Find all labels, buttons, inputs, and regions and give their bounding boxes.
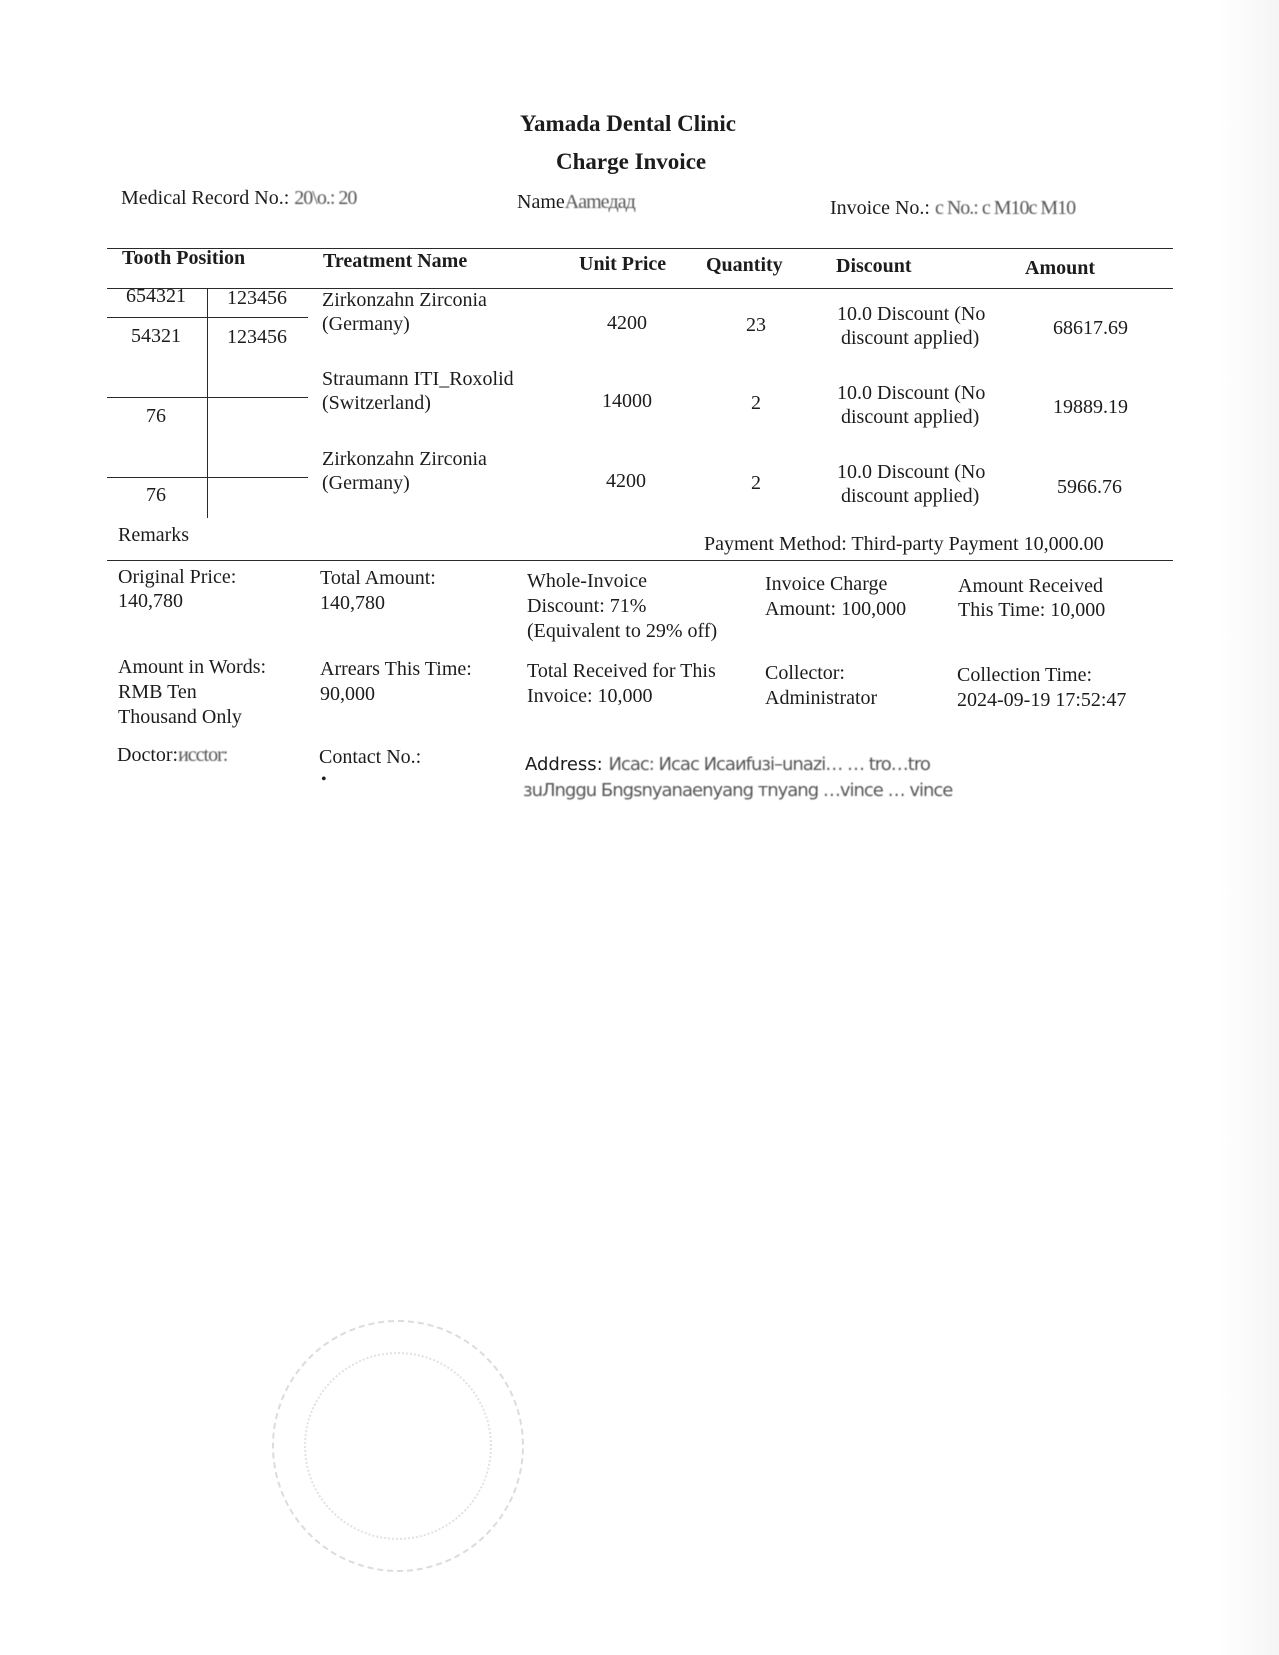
original-price: Original Price: xyxy=(118,566,237,588)
doctor-value: исctor: xyxy=(178,744,228,766)
arrears: Arrears This Time: xyxy=(320,658,472,680)
total-received: Total Received for This xyxy=(527,660,716,682)
discount: 10.0 Discount (No xyxy=(837,382,986,404)
quantity: 23 xyxy=(746,314,766,336)
amount: 5966.76 xyxy=(1057,476,1122,498)
discount: 10.0 Discount (No xyxy=(837,461,986,483)
address-label: Address: xyxy=(525,754,603,775)
medical-record-field xyxy=(121,186,356,211)
header-treatment-name: Treatment Name xyxy=(323,250,468,272)
unit-price: 14000 xyxy=(602,390,652,412)
arrears-value: 90,000 xyxy=(320,683,375,705)
header-quantity: Quantity xyxy=(706,254,783,276)
collection-time: Collection Time: xyxy=(957,664,1093,686)
total-received: Invoice: 10,000 xyxy=(527,685,653,707)
treatment-name: (Switzerland) xyxy=(322,392,431,414)
invoice-title: Charge Invoice xyxy=(556,149,707,174)
doctor-label: Doctor: xyxy=(117,744,179,766)
invoice-no-value: с No.: с M10с M10 xyxy=(934,197,1076,219)
payment-method: Payment Method: Third-party Payment 10,000.00 xyxy=(704,533,1104,555)
treatment-name: (Germany) xyxy=(322,472,410,494)
contact-label: Contact No.: xyxy=(319,746,422,768)
tooth-cell: 654321 xyxy=(126,285,186,307)
total-amount: Total Amount: xyxy=(320,567,436,589)
faded-seal-stamp xyxy=(272,1320,524,1572)
collection-time-value: 2024-09-19 17:52:47 xyxy=(957,689,1127,711)
tooth-cell: 54321 xyxy=(131,325,181,347)
medical-record-value: 20\o.: 20 xyxy=(294,187,357,209)
tooth-divider-vertical xyxy=(207,288,208,518)
contact-value: • xyxy=(321,771,327,788)
treatment-name: Straumann ITI_Roxolid xyxy=(322,368,514,390)
header-discount: Discount xyxy=(836,255,912,277)
original-price-value: 140,780 xyxy=(118,590,183,612)
scan-edge-shadow xyxy=(1219,0,1279,1655)
tooth-cell: 123456 xyxy=(227,287,287,309)
collector-value: Administrator xyxy=(765,687,878,709)
header-tooth-position: Tooth Position xyxy=(122,247,246,269)
medical-record-label: Medical Record No.: xyxy=(121,187,290,209)
tooth-cell: 76 xyxy=(146,405,166,427)
amount-in-words: RMB Ten xyxy=(118,681,197,703)
discount: discount applied) xyxy=(841,327,980,349)
doctor-field xyxy=(117,743,227,768)
unit-price: 4200 xyxy=(606,470,646,492)
invoice-number-field xyxy=(830,196,1075,221)
amount-in-words: Amount in Words: xyxy=(118,656,267,678)
amount-in-words: Thousand Only xyxy=(118,706,242,728)
whole-invoice-discount: Discount: 71% xyxy=(527,595,647,617)
address-value-line-2: зuЛnggu Бngsnyаnаenyang тnyang …vince … vince xyxy=(523,780,953,801)
discount: 10.0 Discount (No xyxy=(837,303,986,325)
discount: discount applied) xyxy=(841,485,980,507)
summary-top-rule xyxy=(107,560,1173,561)
table-top-rule xyxy=(107,248,1173,249)
header-amount: Amount xyxy=(1025,257,1096,279)
quantity: 2 xyxy=(751,472,761,494)
remarks-label: Remarks xyxy=(118,524,190,546)
clinic-name: Yamada Dental Clinic xyxy=(520,111,736,136)
whole-invoice-discount: Whole-Invoice xyxy=(527,570,647,592)
invoice-charge-amount: Invoice Charge xyxy=(765,573,888,595)
amount-received: This Time: 10,000 xyxy=(958,599,1106,621)
name-value: Аameдад xyxy=(564,191,635,213)
amount: 19889.19 xyxy=(1053,396,1128,418)
discount: discount applied) xyxy=(841,406,980,428)
amount-received: Amount Received xyxy=(958,575,1103,597)
amount: 68617.69 xyxy=(1053,317,1128,339)
treatment-name: Zirkonzahn Zirconia xyxy=(322,289,487,311)
quantity: 2 xyxy=(751,392,761,414)
unit-price: 4200 xyxy=(607,312,647,334)
seal-inner-ring xyxy=(304,1352,492,1540)
treatment-name: Zirkonzahn Zirconia xyxy=(322,448,487,470)
tooth-cell: 76 xyxy=(146,484,166,506)
patient-name-field xyxy=(517,190,635,215)
invoice-no-label: Invoice No.: xyxy=(830,197,930,219)
invoice-charge-amount: Amount: 100,000 xyxy=(765,598,907,620)
treatment-name: (Germany) xyxy=(322,313,410,335)
total-amount-value: 140,780 xyxy=(320,592,385,614)
header-unit-price: Unit Price xyxy=(579,253,667,275)
tooth-cell: 123456 xyxy=(227,326,287,348)
whole-invoice-discount: (Equivalent to 29% off) xyxy=(527,620,718,642)
collector: Collector: xyxy=(765,662,845,684)
address-field xyxy=(525,752,930,777)
address-value: Исас: Исас Исаиfuзi–unаzi… … tro…tro xyxy=(608,754,930,775)
name-label: Name xyxy=(517,191,565,213)
